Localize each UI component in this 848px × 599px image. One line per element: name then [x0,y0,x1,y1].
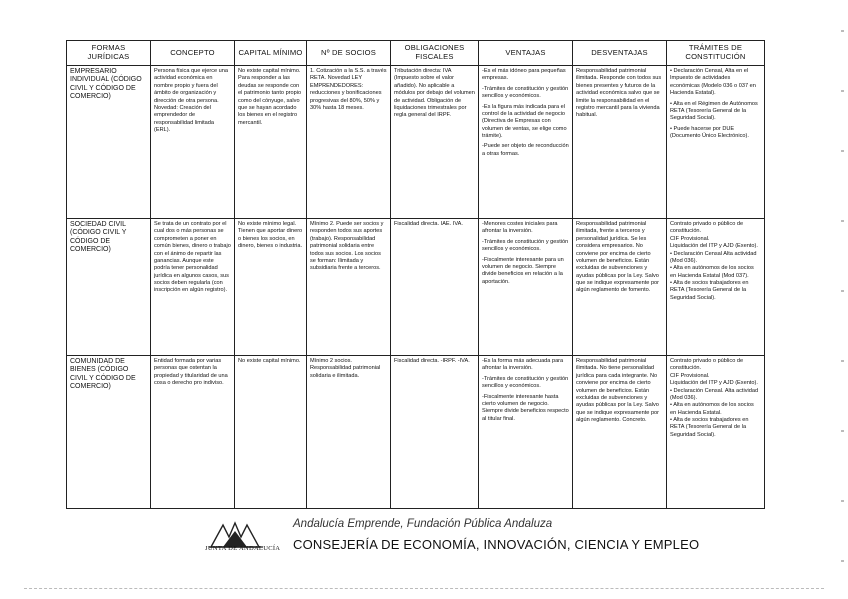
tramite-item: • Alta de socios trabajadores en RETA (Tesorería General de la Seguridad Social). [670,417,749,438]
header-tramites: TRÁMITES DE CONSTITUCIÓN [667,41,765,66]
junta-andalucia-logo [205,519,267,559]
header-capital-minimo: CAPITAL MÍNIMO [235,41,307,66]
cell-desventajas: Responsabilidad patrimonial ilimitada. No tiene personalidad jurídica para cada integrante. No conviene por encima de cierto volumen de beneficios. Están excluidas de subvenciones y ayudas públicas por la Ley. Salvo que se indique expresamente por algún reglamento. Concreto. [573,356,667,509]
scan-bottom-rule [24,588,824,589]
cell-tramites [667,356,765,509]
tramite-item: • Alta en autónomos de los socios en Hacienda Estatal (Mod 037). [670,265,754,279]
tramite-item: CIF Provisional. [670,235,710,242]
table-row [67,219,765,356]
tramite-item: Contrato privado o público de constitución. [670,221,744,235]
table-header-row [67,41,765,66]
cell-capital: No existe capital mínimo. Para responder a las deudas se responde con el patrimonio tanto propio como del cónyuge, salvo que se hayan acordado los bienes en el registro mercantil. [235,66,307,219]
ventaja-item: -Es la figura más indicada para el control de la actividad de negocio (Directiva de Empresas con volumen de ventas, se elige como trámite). [482,103,567,139]
cell-obligaciones: Tributación directa: IVA (Impuesto sobre el valor añadido). No aplicable a módulos por debajo del volumen de actividad. Obligación de liquidaciones trimestrales por regla general del IRPF. [391,66,479,219]
cell-socios: 1. Cotización a la S.S. a través RETA. Novedad LEY EMPRENDEDORES: reducciones y bonificaciones progresivas del 80%, 50% y 30% hasta 18 meses. [307,66,391,219]
cell-concepto: Se trata de un contrato por el cual dos o más personas se comprometen a poner en común bienes, dinero o trabajo con el ánimo de repartir las ganancias. Aunque este podría tener personalidad jurídica en algunos casos, sus socios deben regularla (con inscripción en algún registro). [151,219,235,356]
cell-concepto: Entidad formada por varias personas que ostentan la propiedad y titularidad de una cosa o derecho pro indiviso. [151,356,235,509]
cell-concepto: Persona física que ejerce una actividad económica en nombre propio y fuera del ámbito de organización y dirección de otra persona. Novedad: Creación del emprendedor de responsabilidad limitada (ERL). [151,66,235,219]
tramite-item: • Alta en autónomos de los socios en Hacienda Estatal. [670,402,754,416]
tramite-item: CIF Provisional. [670,372,710,379]
footer-line-andalucia-emprende: Andalucía Emprende, Fundación Pública Andaluza [293,518,553,530]
tramite-item: Liquidación del ITP y AJD (Exento). [670,243,758,250]
tramite-item: • Puede hacerse por DUE (Documento Único Electrónico). [670,125,749,139]
ventaja-item: -Menores costes iniciales para afrontar la inversión. [482,221,558,235]
cell-socios: Mínimo 2 socios. Responsabilidad patrimonial solidaria e ilimitada. [307,356,391,509]
header-formas-juridicas: FORMAS JURÍDICAS [67,41,151,66]
legal-forms-table [66,40,765,509]
cell-ventajas [479,219,573,356]
header-obligaciones-fiscales: OBLIGACIONES FISCALES [391,41,479,66]
ventaja-item: -Fiscalmente interesante hasta cierto volumen de negocio. Siempre divide beneficios respecto al titular final. [482,393,569,422]
tramite-item: • Declaración Censal. Alta actividad (Mod 036). [670,387,759,401]
ventaja-item: -Trámites de constitución y gestión sencillos y económicos. [482,85,569,100]
header-desventajas: DESVENTAJAS [573,41,667,66]
tramite-item: • Alta de socios trabajadores en RETA (Tesorería General de la Seguridad Social). [670,280,749,301]
cell-forma: COMUNIDAD DE BIENES (CÓDIGO CIVIL Y CÓDIGO DE COMERCIO) [67,356,151,509]
cell-forma: EMPRESARIO INDIVIDUAL (CÓDIGO CIVIL Y CÓDIGO DE COMERCIO) [67,66,151,219]
cell-desventajas: Responsabilidad patrimonial ilimitada, frente a terceros y personalidad jurídica. Se les considera empresarios. No conviene por encima de cierto volumen de beneficios. Están excluidas de subvenciones y ayudas públicas por la Ley. Salvo que se indique expresamente por algún reglamento de fomento. [573,219,667,356]
ventaja-item: -Es el más idóneo para pequeñas empresas. [482,68,566,82]
ventaja-item: -Trámites de constitución y gestión sencillos y económicos. [482,238,569,253]
cell-ventajas [479,356,573,509]
cell-tramites [667,66,765,219]
logo-caption: JUNTA DE ANDALUCÍA [205,545,281,552]
cell-capital: No existe capital mínimo. [235,356,307,509]
cell-desventajas: Responsabilidad patrimonial ilimitada. Responde con todos sus bienes presentes y futuros de la actividad económica salvo que se limite la responsabilidad en el registro mercantil para la vivienda habitual. [573,66,667,219]
header-concepto: CONCEPTO [151,41,235,66]
header-ventajas: VENTAJAS [479,41,573,66]
tramite-item: • Declaración Censal, Alta en el Impuesto de actividades económicas (Modelo 036 o 037 en Hacienda Estatal). [670,68,756,97]
cell-obligaciones: Fiscalidad directa. -IRPF. -IVA. [391,356,479,509]
ventaja-item: -Trámites de constitución y gestión sencillos y económicos. [482,375,569,390]
tramite-item: • Alta en el Régimen de Autónomos RETA (Tesorería General de la Seguridad Social). [670,100,758,122]
tramite-item: • Declaración Censal Alta actividad (Mod 036). [670,250,757,264]
cell-tramites [667,219,765,356]
ventaja-item: -Es la forma más adecuada para afrontar la inversión. [482,358,564,372]
table-row [67,356,765,509]
scan-margin-marks [836,30,844,570]
table-row [67,66,765,219]
cell-forma: SOCIEDAD CIVIL (CÓDIGO CIVIL Y CÓDIGO DE COMERCIO) [67,219,151,356]
document-footer [205,515,725,561]
cell-capital: No existe mínimo legal. Tienen que aportar dinero o bienes los socios, en dinero, bienes o industria. [235,219,307,356]
cell-socios: Mínimo 2. Puede ser socios y responden todos sus aportes (trabajo). Responsabilidad patrimonial solidaria entre todos sus socios. Los socios se forman: Ilimitada y subsidiaria frente a terceros. [307,219,391,356]
ventaja-item: -Fiscalmente interesante para un volumen de negocio. Siempre divide beneficios en relación a la aportación. [482,256,564,285]
ventaja-item: -Puede ser objeto de reconducción a otras formas. [482,143,569,157]
footer-line-consejeria: CONSEJERÍA DE ECONOMÍA, INNOVACIÓN, CIENCIA Y EMPLEO [293,537,700,552]
tramite-item: Contrato privado o público de constitución. [670,358,744,372]
tramite-item: Liquidación del ITP y AJD (Exento). [670,380,758,387]
cell-obligaciones: Fiscalidad directa. IAE. IVA. [391,219,479,356]
header-numero-socios: Nº DE SOCIOS [307,41,391,66]
cell-ventajas [479,66,573,219]
